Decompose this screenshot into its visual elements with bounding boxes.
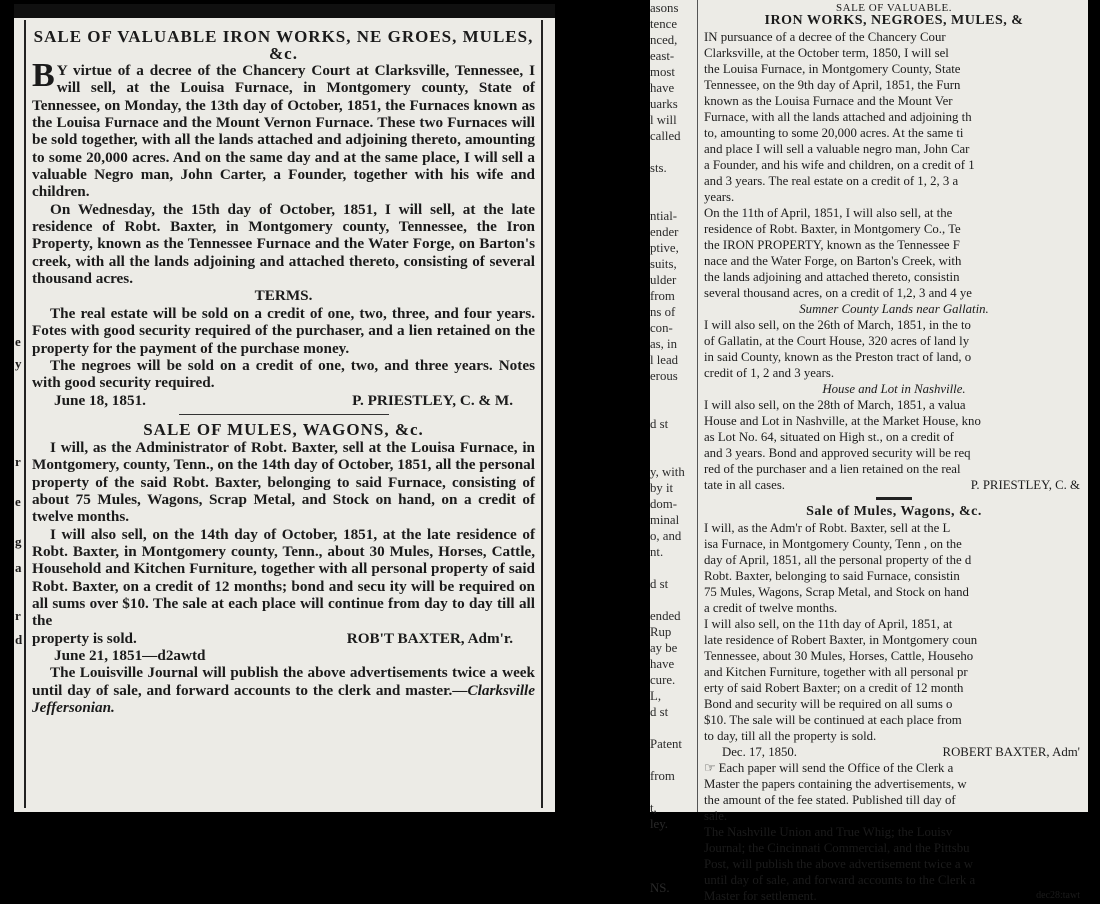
text-line: residence of Robt. Baxter, in Montgomery Co., Te bbox=[704, 222, 961, 236]
text-line: I will also sell, on the 26th of March, 1851, in the to bbox=[704, 318, 971, 332]
ad-closing: property is sold. bbox=[32, 629, 137, 647]
fragment-line bbox=[650, 752, 696, 768]
fragment-line: from bbox=[650, 769, 675, 783]
fragment-line: l will bbox=[650, 113, 677, 127]
fragment-line: d st bbox=[650, 417, 669, 431]
left-clipping bbox=[14, 4, 555, 812]
fragment-line: east- bbox=[650, 49, 675, 63]
fragment-line bbox=[650, 192, 696, 208]
text-line: to, amounting to some 20,000 acres. At the same ti bbox=[704, 126, 964, 140]
fragment-line: dom- bbox=[650, 497, 678, 511]
fragment-line bbox=[650, 848, 696, 864]
text-line: the amount of the fee stated. Published till day of bbox=[704, 793, 956, 807]
text-line: and Kitchen Furniture, together with all personal pr bbox=[704, 665, 968, 679]
text-line: Clarksville, at the October term, 1850, I will sel bbox=[704, 46, 949, 60]
text-line: of Gallatin, at the Court House, 320 acres of land ly bbox=[704, 334, 970, 348]
ad-title-2: SALE OF MULES, WAGONS, &c. bbox=[143, 419, 424, 439]
text-line: red of the purchaser and a lien retained on the real bbox=[704, 462, 961, 476]
source-credit: Clarksville Jeffersonian. bbox=[32, 681, 535, 717]
fragment-line: called bbox=[650, 129, 681, 143]
fragment-line: ptive, bbox=[650, 241, 679, 255]
fragment-line bbox=[650, 864, 696, 880]
text-line: Tennessee, on the 9th day of April, 1851, the Furn bbox=[704, 78, 961, 92]
margin-fragment: g bbox=[15, 534, 22, 549]
fragment-line: ay be bbox=[650, 641, 678, 655]
fragment-line: y, with bbox=[650, 465, 685, 479]
fragment-line bbox=[650, 720, 696, 736]
scan-top-edge bbox=[14, 4, 555, 18]
signature-line-2 bbox=[32, 630, 535, 647]
text-line: sale. bbox=[704, 809, 728, 823]
ad-heading: IRON WORKS, NEGROES, MULES, & bbox=[764, 13, 1024, 28]
fragment-line: asons bbox=[650, 1, 679, 15]
fragment-line bbox=[650, 448, 696, 464]
ad-paragraph-1: B Y virtue of a decree of the Chancery Court at Clarksville, Tennessee, I will sell, at the Louisa Furnace, in Montgomery county, State of Tennessee, on Monday, the 13th day of October, 1851, the Furnaces known as the Louisa Furnace and the Mount Vernon Furnace. These two Furnaces will be sold together, with all the lands attached and adjoining thereto, amounting to some 20,000 acres. And on the same day and at the same place, I will sell a valuable Negro man, John Carter, a Founder, together with his wife and children. bbox=[32, 57, 535, 201]
text-line bbox=[704, 888, 1084, 904]
administrator-signature: ROBERT BAXTER, Adm' bbox=[942, 745, 1080, 759]
text-line: a credit of twelve months. bbox=[704, 601, 838, 615]
text-line: Furnace, with all the lands attached and adjoining th bbox=[704, 110, 972, 124]
section-rule bbox=[179, 414, 389, 415]
text-line: and place I will sell a valuable negro man, John Car bbox=[704, 142, 970, 156]
fragment-line: con- bbox=[650, 321, 673, 335]
text-line: Journal; the Cincinnati Commercial, and the Pittsbu bbox=[704, 841, 970, 855]
fragment-line: as, in bbox=[650, 337, 678, 351]
text-line: until day of sale, and forward accounts to the Clerk a bbox=[704, 873, 976, 887]
fragment-line: t, bbox=[650, 801, 657, 815]
clerk-signature: P. PRIESTLEY, C. & bbox=[970, 478, 1080, 492]
text-line: I will also sell, on the 11th day of April, 1851, at bbox=[704, 617, 953, 631]
fragment-line: Rup bbox=[650, 625, 672, 639]
text-line: the Louisa Furnace, in Montgomery County, State bbox=[704, 62, 961, 76]
section-subheading: Sumner County Lands near Gallatin. bbox=[799, 302, 989, 316]
ad-paragraph-4: The negroes will be sold on a credit of one, two, and three years. Notes with good security required. bbox=[32, 356, 535, 392]
fragment-line: most bbox=[650, 65, 675, 79]
text-line: Robt. Baxter, belonging to said Furnace, consistin bbox=[704, 569, 960, 583]
text-line: erty of said Robert Baxter; on a credit of 12 month bbox=[704, 681, 964, 695]
text-line: to day, till all the property is sold. bbox=[704, 729, 877, 743]
ad-heading: Sale of Mules, Wagons, &c. bbox=[806, 504, 982, 519]
text-line: Master the papers containing the advertisements, w bbox=[704, 777, 967, 791]
adjacent-column-fragments bbox=[650, 0, 696, 896]
fragment-line: L, bbox=[650, 689, 662, 703]
ad-date: June 18, 1851. bbox=[54, 391, 146, 409]
fragment-line: by it bbox=[650, 481, 674, 495]
insertion-code: dec28:tawt bbox=[1036, 890, 1080, 901]
fragment-line: have bbox=[650, 657, 675, 671]
text-fragment: tate in all cases. bbox=[704, 478, 786, 492]
fragment-line: d st bbox=[650, 577, 669, 591]
text-line: 75 Mules, Wagons, Scrap Metal, and Stock on hand bbox=[704, 585, 969, 599]
short-rule bbox=[876, 497, 912, 500]
ad-signature: P. PRIESTLEY, C. & M. bbox=[352, 391, 513, 409]
text-line: I will also sell, on the 28th of March, 1851, a valua bbox=[704, 398, 966, 412]
text-line: in said County, known as the Preston tract of land, o bbox=[704, 350, 972, 364]
text-line: a Founder, and his wife and children, on a credit of 1 bbox=[704, 158, 975, 172]
text-line: as Lot No. 64, situated on High st., on a credit of bbox=[704, 430, 954, 444]
fragment-line bbox=[650, 176, 696, 192]
margin-fragment: y bbox=[15, 356, 22, 371]
fragment-line: erous bbox=[650, 369, 678, 383]
text-line: day of April, 1851, all the personal property of the d bbox=[704, 553, 972, 567]
fragment-line bbox=[650, 384, 696, 400]
fragment-line: have bbox=[650, 81, 675, 95]
text-line: several thousand acres, on a credit of 1,2, 3 and 4 ye bbox=[704, 286, 972, 300]
text-line bbox=[704, 477, 1084, 493]
margin-fragment: e bbox=[15, 494, 21, 509]
fragment-line: o, and bbox=[650, 529, 682, 543]
text-line: On the 11th of April, 1851, I will also sell, at the bbox=[704, 206, 953, 220]
text-line: nace and the Water Forge, on Barton's Creek, with bbox=[704, 254, 962, 268]
signature-line-1 bbox=[32, 392, 535, 409]
right-clipping bbox=[650, 0, 1088, 903]
text-line: isa Furnace, in Montgomery County, Tenn , on the bbox=[704, 537, 962, 551]
fragment-line: d st bbox=[650, 705, 669, 719]
text-fragment: Master for settlement. bbox=[704, 889, 817, 903]
ad-paragraph-2: On Wednesday, the 15th day of October, 1851, I will sell, at the late residence of Robt. Baxter, in Montgomery county, Tennessee, the Iron Property, known as the Tennessee Furnace and the Water Forge, on Barton's creek, with all the lands adjoining and attached thereto, consisting of several thousand acres. bbox=[32, 200, 535, 288]
chancery-sale-advertisement bbox=[704, 4, 1084, 904]
ad-paragraph-3: The real estate will be sold on a credit of one, two, three, and four years. Fotes with good security required of the purchaser, and a lien retained on the property for the payment of the purchase money. bbox=[32, 304, 535, 357]
fragment-line bbox=[650, 784, 696, 800]
fragment-line: NS. bbox=[650, 881, 670, 895]
text-line: and 3 years. Bond and approved security will be req bbox=[704, 446, 971, 460]
administrator-signature: ROB'T BAXTER, Adm'r. bbox=[346, 629, 513, 647]
fragment-line: Patent bbox=[650, 737, 682, 751]
cut-heading: SALE OF VALUABLE. bbox=[836, 2, 952, 14]
fragment-line: ulder bbox=[650, 273, 677, 287]
iron-works-advertisement bbox=[32, 28, 535, 716]
text-line: the IRON PROPERTY, known as the Tennessee F bbox=[704, 238, 960, 252]
ad-date: Dec. 17, 1850. bbox=[722, 745, 797, 759]
fragment-line: l lead bbox=[650, 353, 679, 367]
fragment-line: ns of bbox=[650, 305, 676, 319]
text-line: The Nashville Union and True Whig; the Louisv bbox=[704, 825, 953, 839]
fragment-line: suits, bbox=[650, 257, 677, 271]
margin-fragment: r bbox=[15, 608, 21, 623]
fragment-line: cure. bbox=[650, 673, 676, 687]
text-line: the lands adjoining and attached thereto, consistin bbox=[704, 270, 960, 284]
text-line: years. bbox=[704, 190, 735, 204]
margin-fragment: d bbox=[15, 632, 23, 647]
text-line: Tennessee, about 30 Mules, Horses, Cattle, Househo bbox=[704, 649, 974, 663]
text-line: I will, as the Adm'r of Robt. Baxter, sell at the L bbox=[704, 521, 951, 535]
fragment-line: nced, bbox=[650, 33, 678, 47]
text-line: Post, will publish the above advertisement twice a w bbox=[704, 857, 974, 871]
text-line: $10. The sale will be continued at each place from bbox=[704, 713, 962, 727]
ad-title: SALE OF VALUABLE IRON WORKS, NE GROES, MULES, &c. bbox=[33, 27, 534, 63]
fragment-line bbox=[650, 592, 696, 608]
text-line: known as the Louisa Furnace and the Mount Ver bbox=[704, 94, 953, 108]
text-line: late residence of Robert Baxter, in Montgomery coun bbox=[704, 633, 978, 647]
fragment-line: ntial- bbox=[650, 209, 678, 223]
fragment-line bbox=[650, 432, 696, 448]
fragment-line bbox=[650, 560, 696, 576]
margin-fragment: e bbox=[15, 334, 21, 349]
drop-cap: B bbox=[32, 57, 55, 94]
fragment-line: nt. bbox=[650, 545, 664, 559]
text-line bbox=[704, 744, 1084, 760]
margin-fragment: a bbox=[15, 560, 22, 575]
fragment-line: ender bbox=[650, 225, 679, 239]
ad-paragraph-5: I will, as the Administrator of Robt. Baxter, sell at the Louisa Furnace, in Montgomery, county, Tenn., on the 14th day of October, 1851, all the personal property of the said Robt. Baxter, belonging to said Furnace, consisting of about 75 Mules, Wagons, Scrap Metal, and Stock on hand, on a credit of twelve months. bbox=[32, 438, 535, 526]
text-line: House and Lot in Nashville, at the Market House, kno bbox=[704, 414, 981, 428]
terms-heading: TERMS. bbox=[254, 287, 313, 305]
fragment-line: ley. bbox=[650, 817, 669, 831]
column-rule bbox=[697, 0, 698, 812]
text-line: credit of 1, 2 and 3 years. bbox=[704, 366, 835, 380]
ad-date-2: June 21, 1851—d2awtd bbox=[54, 647, 206, 664]
text-line: Bond and security will be required on all sums o bbox=[704, 697, 953, 711]
fragment-line: tence bbox=[650, 17, 677, 31]
fragment-line: minal bbox=[650, 513, 680, 527]
fragment-line bbox=[650, 144, 696, 160]
fragment-line: from bbox=[650, 289, 675, 303]
margin-fragment: r bbox=[15, 454, 21, 469]
ad-paragraph-6: I will also sell, on the 14th day of October, 1851, at the late residence of Robt. Baxter, in Montgomery county, Tenn., about 30 Mules, Horses, Cattle, Household and Kitchen Furniture, together with all personal property of said Robt. Baxter, on a credit of 12 months; bond and secu ity will be required on all sums over $10. The sale at each place will continue from day to day till all the bbox=[32, 525, 535, 630]
ad-paragraph-7: The Louisville Journal will publish the above advertisements twice a week until day of sale, and forward accounts to the clerk and master.—Clarksville Jeffersonian. bbox=[32, 664, 535, 717]
section-subheading: House and Lot in Nashville. bbox=[822, 382, 966, 396]
text-line: ☞ Each paper will send the Office of the Clerk a bbox=[704, 761, 954, 775]
fragment-line: sts. bbox=[650, 161, 667, 175]
fragment-line: uarks bbox=[650, 97, 678, 111]
text-line: and 3 years. The real estate on a credit of 1, 2, 3 a bbox=[704, 174, 959, 188]
fragment-line bbox=[650, 832, 696, 848]
fragment-line: ended bbox=[650, 609, 681, 623]
text-line: IN pursuance of a decree of the Chancery Cour bbox=[704, 30, 946, 44]
fragment-line bbox=[650, 400, 696, 416]
